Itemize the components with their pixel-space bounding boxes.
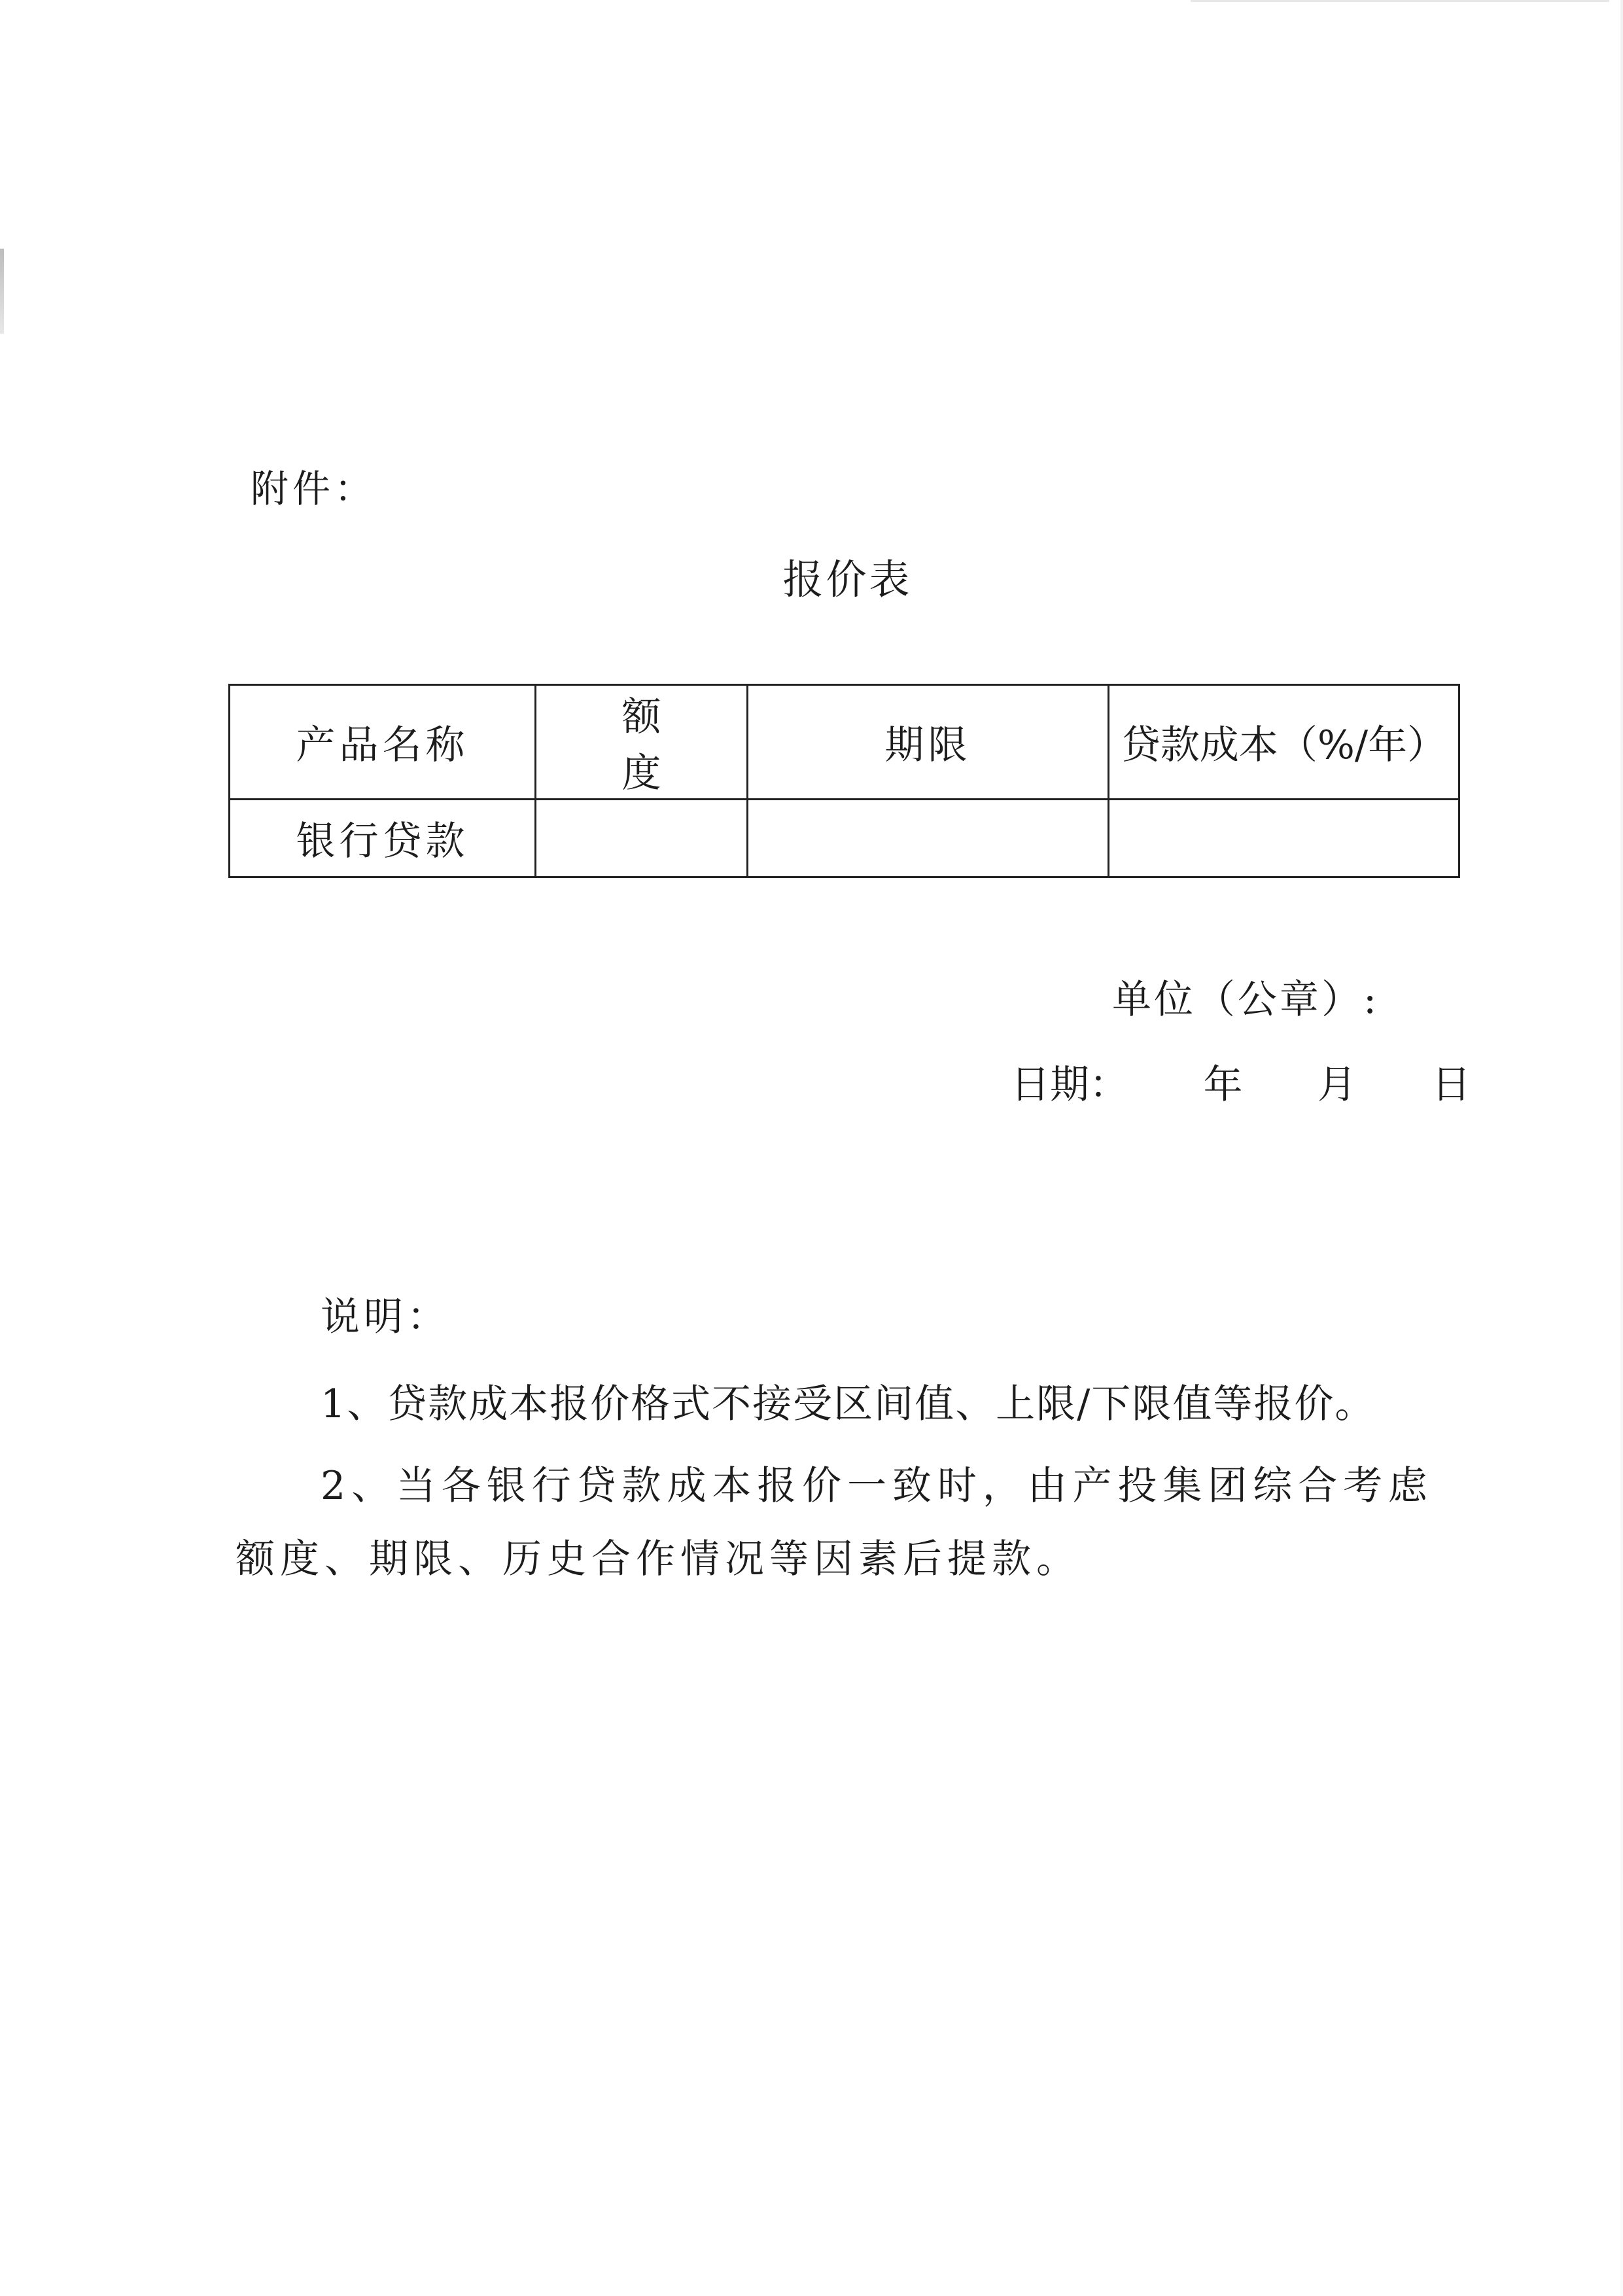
date-line xyxy=(1011,1053,1471,1110)
scan-artifact xyxy=(0,249,4,334)
date-month: 月 xyxy=(1317,1062,1357,1108)
date-day: 日 xyxy=(1431,1062,1471,1108)
header-loan-cost: 贷款成本（%/年） xyxy=(1109,685,1459,800)
quote-table xyxy=(228,684,1460,878)
cell-product-name: 银行贷款 xyxy=(230,800,536,877)
cell-term[interactable] xyxy=(748,800,1109,877)
cell-amount[interactable] xyxy=(536,800,748,877)
date-year: 年 xyxy=(1203,1062,1243,1108)
header-term: 期限 xyxy=(748,685,1109,800)
scan-artifact xyxy=(1620,0,1623,2296)
document-title: 报价表 xyxy=(782,556,913,603)
table-header-row xyxy=(230,685,1459,800)
attachment-label: 附件： xyxy=(251,467,377,511)
table-row xyxy=(230,800,1459,877)
header-product-name: 产品名称 xyxy=(230,685,536,800)
date-label: 日期： xyxy=(1011,1062,1128,1108)
notes-title: 说明： xyxy=(321,1294,450,1340)
scan-artifact xyxy=(1191,0,1609,2)
note-item-2: 2、当各银行贷款成本报价一致时，由产投集团综合考虑额度、期限、历史合作情况等因素后提款。 xyxy=(236,1463,1433,1582)
header-amount: 额度 xyxy=(536,685,748,800)
note-item-1: 1、贷款成本报价格式不接受区间值、上限/下限值等报价。 xyxy=(321,1381,1376,1427)
cell-loan-cost[interactable] xyxy=(1109,800,1459,877)
seal-label: 单位（公章）: xyxy=(1112,977,1380,1023)
